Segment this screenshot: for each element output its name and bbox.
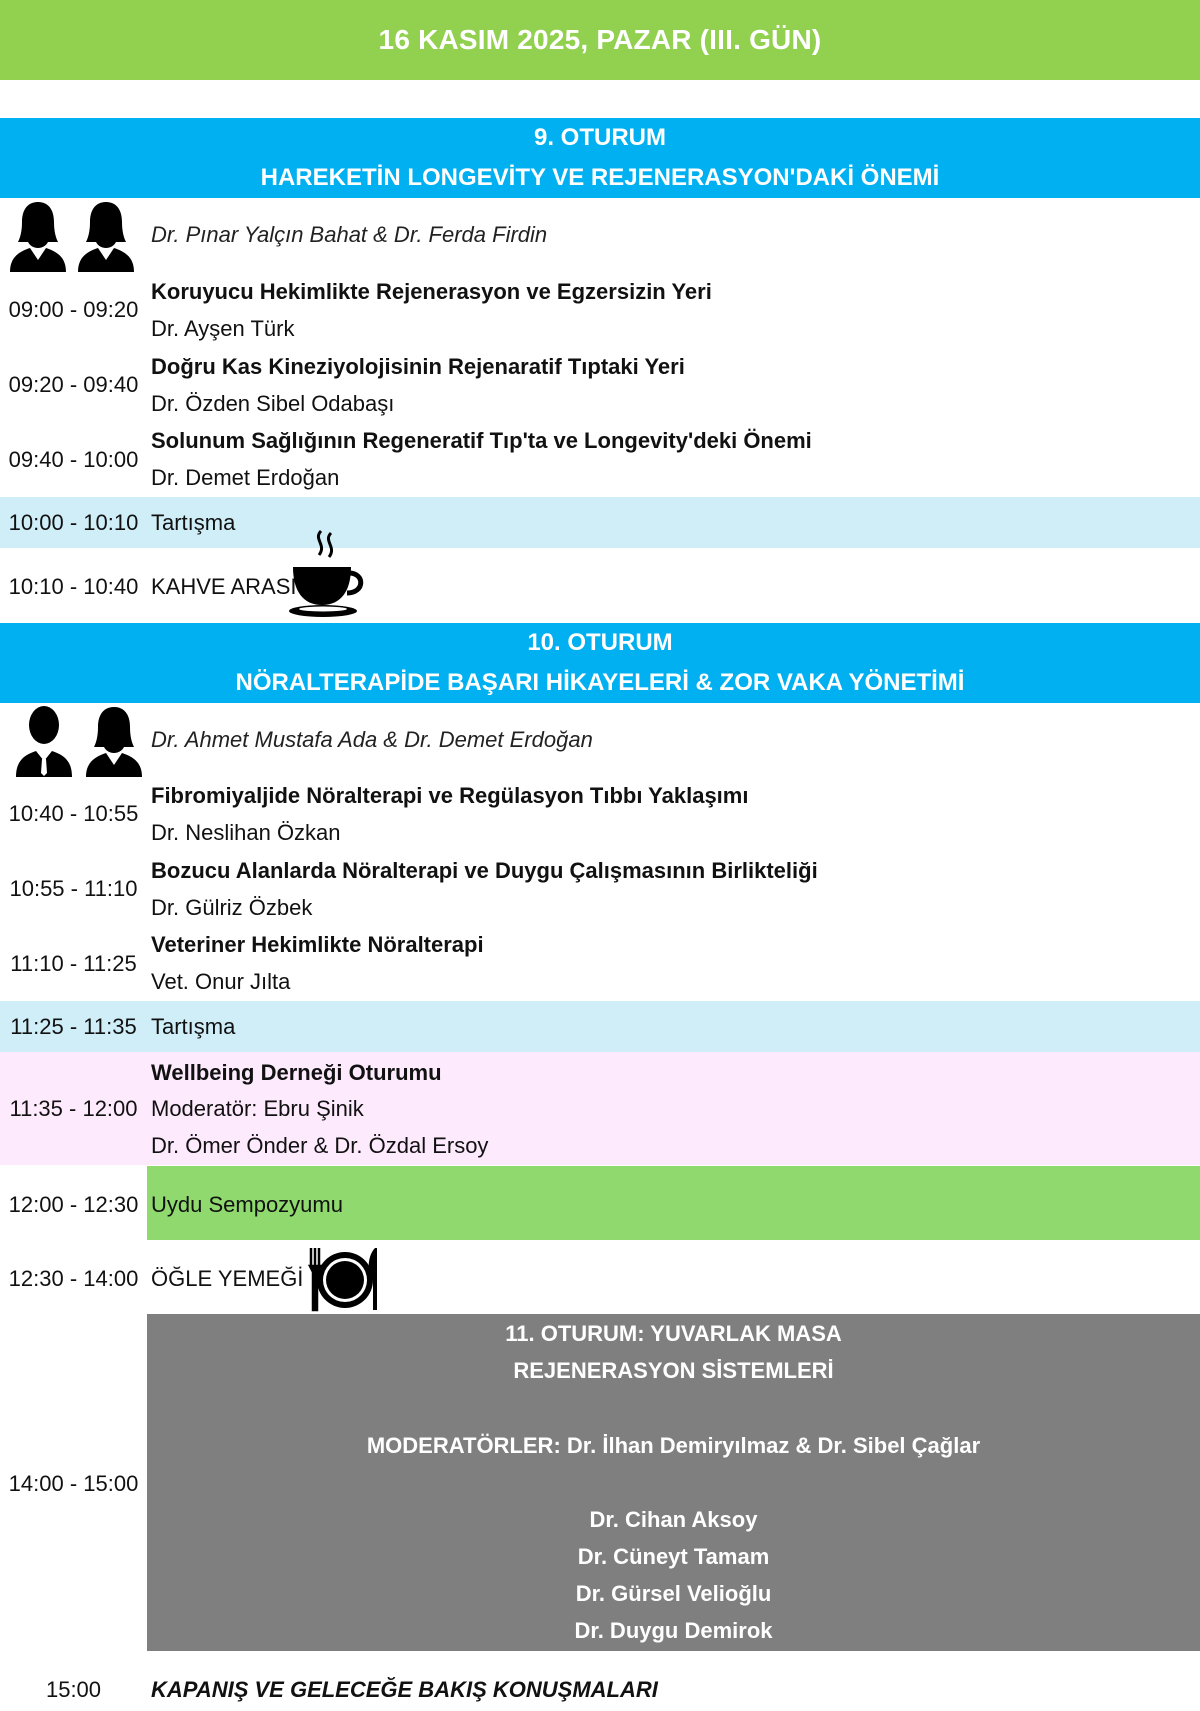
session9-header [0, 118, 1200, 198]
talk-time: 10:55 - 11:10 [9, 876, 138, 901]
talk-speaker: Dr. Gülriz Özbek [151, 895, 313, 920]
session11-time: 14:00 - 15:00 [8, 1471, 139, 1496]
talk-time: 09:20 - 09:40 [8, 372, 139, 397]
panelist-name: Dr. Cüneyt Tamam [577, 1544, 770, 1569]
discussion-row [0, 497, 1200, 548]
discussion-row [0, 1001, 1200, 1052]
wellbeing-speakers: Dr. Ömer Önder & Dr. Özdal Ersoy [151, 1133, 489, 1158]
panelist-name: Dr. Cihan Aksoy [589, 1507, 758, 1532]
discussion-label: Tartışma [151, 1014, 236, 1039]
session11-moderators: MODERATÖRLER: Dr. İlhan Demiryılmaz & Dr. Sibel Çağlar [366, 1433, 981, 1458]
lunch-label: ÖĞLE YEMEĞİ [151, 1266, 304, 1291]
discussion-time: 11:25 - 11:35 [10, 1014, 137, 1039]
coffee-break-label: KAHVE ARASI [151, 574, 297, 599]
day-header-title: 16 KASIM 2025, PAZAR (III. GÜN) [378, 24, 822, 55]
wellbeing-time: 11:35 - 12:00 [9, 1096, 138, 1121]
man-icon [14, 703, 74, 777]
talk-title: Koruyucu Hekimlikte Rejenerasyon ve Egzersizin Yeri [151, 279, 712, 304]
closing-label: KAPANIŞ VE GELECEĞE BAKIŞ KONUŞMALARI [151, 1677, 658, 1702]
session9-chairs: Dr. Pınar Yalçın Bahat & Dr. Ferda Firdin [151, 222, 548, 247]
coffee-cup-icon [287, 527, 367, 621]
session10-header [0, 623, 1200, 703]
talk-speaker: Dr. Özden Sibel Odabaşı [151, 391, 395, 416]
talk-time: 09:40 - 10:00 [8, 447, 139, 472]
woman-icon [76, 198, 136, 272]
discussion-label: Tartışma [151, 510, 236, 535]
panelist-name: Dr. Duygu Demirok [574, 1618, 773, 1643]
talk-title: Veteriner Hekimlikte Nöralterapi [151, 932, 484, 957]
session11-subtitle: REJENERASYON SİSTEMLERİ [513, 1358, 834, 1383]
wellbeing-moderator: Moderatör: Ebru Şinik [151, 1096, 364, 1121]
day-header [0, 0, 1200, 80]
wellbeing-row [0, 1052, 1200, 1165]
talk-title: Doğru Kas Kineziyolojisinin Rejenaratif Tıptaki Yeri [151, 354, 685, 379]
talk-speaker: Dr. Ayşen Türk [151, 316, 295, 341]
session9-number: 9. OTURUM [534, 124, 666, 151]
talk-speaker: Dr. Demet Erdoğan [151, 465, 340, 490]
woman-icon [84, 703, 144, 777]
wellbeing-title: Wellbeing Derneği Oturumu [151, 1060, 442, 1085]
talk-speaker: Dr. Neslihan Özkan [151, 820, 341, 845]
woman-icon [8, 198, 68, 272]
coffee-break-time: 10:10 - 10:40 [8, 574, 139, 599]
symposium-time: 12:00 - 12:30 [8, 1192, 139, 1217]
session9-title: HAREKETİN LONGEVİTY VE REJENERASYON'DAKİ ÖNEMİ [260, 164, 940, 191]
discussion-time: 10:00 - 10:10 [8, 510, 139, 535]
panelist-name: Dr. Gürsel Velioğlu [575, 1581, 772, 1606]
talk-time: 09:00 - 09:20 [8, 297, 139, 322]
session11-title: 11. OTURUM: YUVARLAK MASA [505, 1321, 842, 1346]
session10-number: 10. OTURUM [527, 629, 673, 656]
lunch-time: 12:30 - 14:00 [8, 1266, 139, 1291]
closing-time: 15:00 [45, 1677, 102, 1702]
talk-title: Fibromiyaljide Nöralterapi ve Regülasyon Tıbbı Yaklaşımı [151, 783, 749, 808]
session10-title: NÖRALTERAPİDE BAŞARI HİKAYELERİ & ZOR VAKA YÖNETİMİ [235, 669, 965, 696]
session11-block [147, 1314, 1200, 1651]
talk-speaker: Vet. Onur Jılta [151, 969, 291, 994]
talk-title: Solunum Sağlığının Regeneratif Tıp'ta ve Longevity'deki Önemi [151, 428, 812, 453]
talk-time: 11:10 - 11:25 [10, 951, 137, 976]
plate-cutlery-icon [305, 1244, 383, 1314]
talk-time: 10:40 - 10:55 [8, 801, 139, 826]
symposium-label: Uydu Sempozyumu [151, 1192, 343, 1217]
session10-chairs: Dr. Ahmet Mustafa Ada & Dr. Demet Erdoğan [151, 727, 593, 752]
talk-title: Bozucu Alanlarda Nöralterapi ve Duygu Çalışmasının Birlikteliği [151, 858, 818, 883]
